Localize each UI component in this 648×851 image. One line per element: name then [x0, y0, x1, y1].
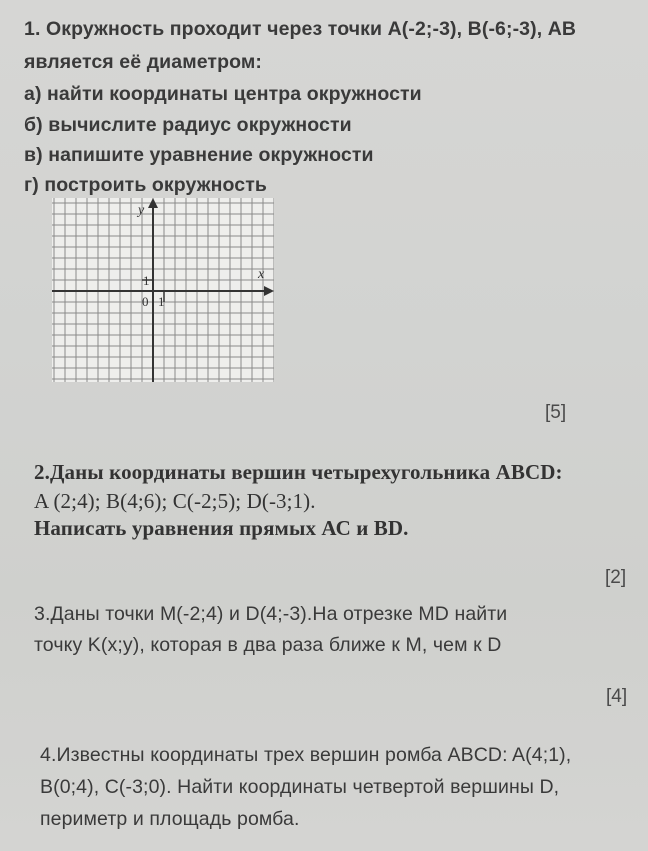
- task1-item-d: г) построить окружность: [24, 174, 267, 196]
- y-unit-label: 1: [143, 273, 150, 288]
- origin-label: 0: [142, 294, 149, 309]
- task1-item-b: б) вычислите радиус окружности: [24, 114, 352, 136]
- task1-line2: является её диаметром:: [24, 51, 262, 73]
- x-axis-label: x: [258, 267, 265, 282]
- task2-score: [2]: [605, 567, 627, 588]
- task2-line3: Написать уравнения прямых АС и BD.: [34, 516, 409, 540]
- coordinate-grid-svg: [52, 198, 274, 382]
- task1-score: [5]: [545, 402, 567, 423]
- task1-item-a: а) найти координаты центра окружности: [24, 83, 422, 105]
- task2-line1: 2.Даны координаты вершин четырехугольника ABCD:: [34, 460, 563, 484]
- task4-line1: 4.Известны координаты трех вершин ромба ABCD: A(4;1),: [40, 744, 572, 766]
- x-axis-arrow-icon: [264, 286, 274, 296]
- task3-line1: 3.Даны точки M(-2;4) и D(4;-3).На отрезке MD найти: [34, 603, 508, 625]
- task1-item-c: в) напишите уравнение окружности: [24, 144, 374, 166]
- x-unit-label: 1: [158, 294, 165, 309]
- coordinate-grid: [52, 198, 274, 382]
- task1-line1: 1. Окружность проходит через точки А(-2;-3), В(-6;-3), АВ: [24, 18, 577, 40]
- task2-line2: A (2;4); B(4;6); C(-2;5); D(-3;1).: [34, 489, 316, 513]
- task4-line3: периметр и площадь ромба.: [40, 808, 300, 830]
- y-axis-label: y: [138, 203, 145, 218]
- task4-line2: B(0;4), C(-3;0). Найти координаты четвертой вершины D,: [40, 776, 560, 798]
- task3-line2: точку K(x;y), которая в два раза ближе к M, чем к D: [34, 634, 502, 656]
- task3-score: [4]: [606, 686, 628, 707]
